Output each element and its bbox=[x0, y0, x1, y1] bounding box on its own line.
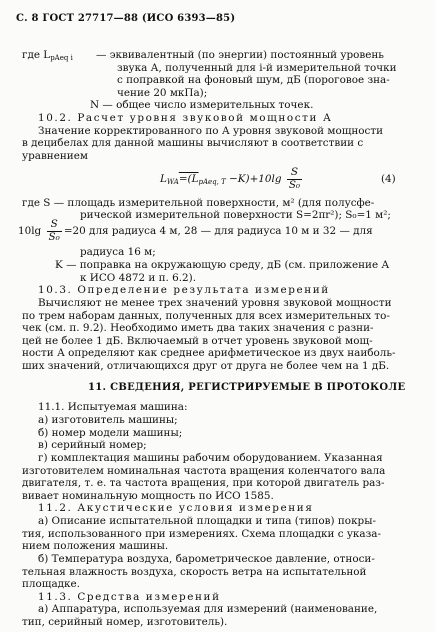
formula-lhs-sub: WA bbox=[166, 178, 179, 187]
item-11-1-v: в) серийный номер; bbox=[38, 439, 147, 452]
item-11-1-g-line1: г) комплектация машины рабочим оборудованием. Указанная bbox=[38, 451, 383, 464]
definition-leq-line3: с поправкой на фоновый шум, дБ (пороговое зна- bbox=[117, 74, 390, 87]
item-11-1-g-line3: двигателя, т. е. та частота вращения, при которой двигатель раз- bbox=[22, 477, 385, 490]
definition-leq-line4: чение 20 мкПа); bbox=[117, 86, 208, 99]
formula-lhs: L bbox=[160, 173, 167, 186]
text-where: где L bbox=[22, 49, 51, 61]
item-11-3-a-line1: а) Аппаратура, используемая для измерений (наименование, bbox=[38, 603, 378, 616]
item-11-1-g-line2: изготовителем номинальная частота вращения коленчатого вала bbox=[22, 464, 386, 477]
section-11-title: 11. СВЕДЕНИЯ, РЕГИСТРИРУЕМЫЕ В ПРОТОКОЛЕ bbox=[88, 381, 406, 393]
formula-4 bbox=[160, 167, 304, 191]
item-11-1-a: а) изготовитель машины; bbox=[38, 414, 178, 427]
para-10-3-line5: ности А определяют как среднее арифметическое из двух наиболь- bbox=[22, 347, 396, 360]
lg-text: =20 для радиуса 4 м, 28 — для радиуса 10 м и 32 — для bbox=[63, 225, 373, 238]
formula-mid-sub: pAeq, T bbox=[198, 178, 226, 187]
item-11-2-b-line1: б) Температура воздуха, барометрическое давление, относи- bbox=[38, 552, 375, 565]
item-11-1-b: б) номер модели машины; bbox=[38, 426, 183, 439]
formula-mid: =(L bbox=[178, 173, 199, 186]
para-10-3-line3: чек (см. п. 9.2). Необходимо иметь два таких значения с разни- bbox=[22, 322, 374, 335]
definition-leq-line2: звука А, полученный для i-й измерительной точки bbox=[117, 61, 397, 74]
item-11-2-a-line1: а) Описание испытательной площадки и типа (типов) покры- bbox=[38, 515, 376, 528]
para-10-2-line1: Значение корректированного по А уровня звуковой мощности bbox=[38, 124, 384, 137]
formula-frac-den: S₀ bbox=[288, 178, 301, 191]
lg-prefix: 10lg bbox=[18, 225, 42, 238]
formula-frac-num: S bbox=[287, 167, 302, 179]
leq-subscript: pAeq i bbox=[50, 54, 73, 62]
item-11-2-a-line3: нием положения машины. bbox=[22, 540, 169, 553]
definition-s-line4: радиуса 16 м; bbox=[80, 246, 156, 259]
item-11-1-g-line4: вивает номинальную мощность по ИСО 1585. bbox=[22, 489, 274, 502]
section-10-3-title: 10.3. Определение результата измерений bbox=[38, 284, 330, 297]
definition-n: N — общее число измерительных точек. bbox=[90, 99, 314, 112]
para-10-3-line1: Вычисляют не менее трех значений уровня звуковой мощности bbox=[38, 296, 392, 309]
page-header: С. 8 ГОСТ 27717—88 (ИСО 6393—85) bbox=[16, 13, 236, 24]
item-11-2-b-line2: тельная влажность воздуха, скорость ветра на испытательной bbox=[22, 565, 367, 578]
para-10-3-line6: ших значений, отличающихся друг от друга не более чем на 1 дБ. bbox=[22, 359, 390, 372]
formula-number: (4) bbox=[381, 173, 396, 186]
definition-s-line1: где S — площадь измерительной поверхности, м² (для полусфе- bbox=[22, 196, 375, 209]
section-11-3-title: 11.3. Средства измерений bbox=[38, 590, 221, 603]
item-11-3-a-line2: тип, серийный номер, изготовитель). bbox=[22, 616, 228, 628]
formula-tail: −K)+10lg bbox=[225, 173, 282, 186]
section-10-2-title: 10.2. Расчет уровня звуковой мощности А bbox=[38, 112, 333, 125]
para-10-3-line2: по трем наборам данных, полученных для всех измерительных то- bbox=[22, 309, 390, 322]
lg-frac-den: S₀ bbox=[48, 230, 60, 243]
definition-s-line2: рической измерительной поверхности S=2πr²); S₀=1 м²; bbox=[80, 209, 391, 222]
para-10-3-line4: цей не более 1 дБ. Включаемый в отчет уровень звуковой мощ- bbox=[22, 334, 373, 347]
item-11-2-b-line3: площадке. bbox=[22, 578, 80, 591]
item-11-1: 11.1. Испытуемая машина: bbox=[38, 401, 188, 414]
definition-leq-line1: — эквивалентный (по энергии) постоянный уровень bbox=[96, 49, 384, 61]
definition-k-line1: K — поправка на окружающую среду, дБ (см. приложение А bbox=[55, 259, 390, 272]
para-10-2-line3: уравнением bbox=[22, 149, 88, 162]
para-10-2-line2: в децибелах для данной машины вычисляют в соответствии с bbox=[22, 137, 364, 150]
formula-fraction bbox=[287, 167, 302, 191]
definition-k-line2: к ИСО 4872 и п. 6.2). bbox=[80, 271, 197, 284]
definition-leq-label bbox=[22, 49, 73, 63]
lg-fraction bbox=[47, 219, 62, 243]
section-11-2-title: 11.2. Акустические условия измерения bbox=[38, 502, 314, 515]
definition-lg-line bbox=[18, 219, 373, 243]
lg-frac-num: S bbox=[47, 219, 62, 231]
item-11-2-a-line2: тия, использованного при измерениях. Схема площадки с указа- bbox=[22, 527, 381, 540]
text-line-1: эквивалентный (по энергии) постоянный уровень bbox=[109, 49, 384, 61]
